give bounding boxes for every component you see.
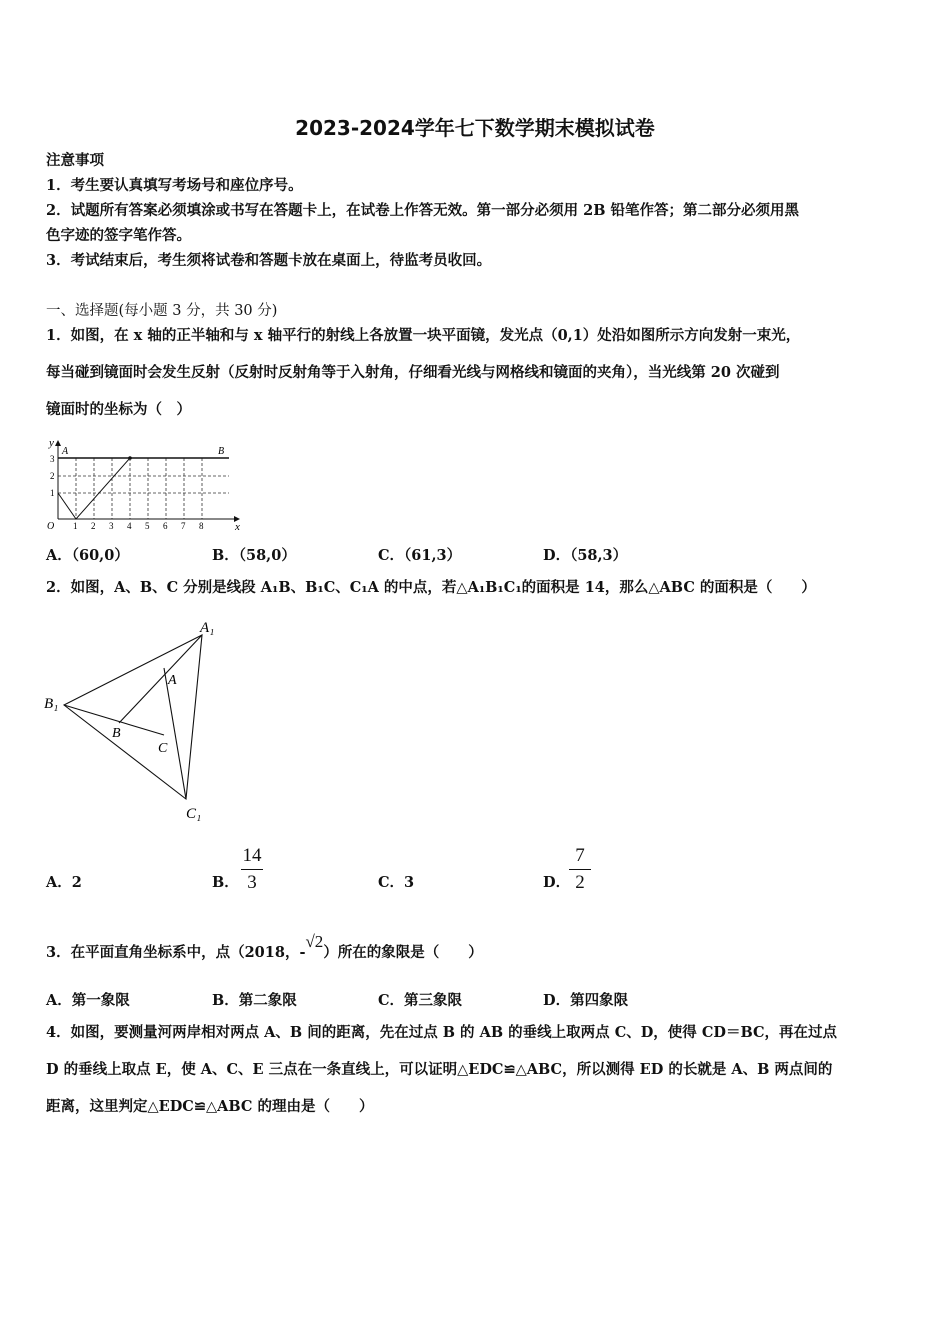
label-a1: A₁ — [200, 620, 215, 636]
q4-line-3: 距离，这里判定△EDC≌△ABC 的理由是（ ） — [46, 1098, 374, 1115]
q3-option-b[interactable]: B．第二象限 — [212, 992, 297, 1009]
notice-item-3: 3．考试结束后，考生须将试卷和答题卡放在桌面上，待监考员收回。 — [46, 252, 492, 269]
q1-grid-figure — [44, 436, 244, 530]
q2-text: 2．如图，A、B、C 分别是线段 A₁B、B₁C、C₁A 的中点，若△A₁B₁C₁的面积是 14，那么△ABC 的面积是（ ） — [46, 579, 816, 596]
q2-option-b[interactable]: B． — [212, 874, 239, 891]
q2-option-d-fraction — [569, 845, 591, 894]
y-tick-1: 1 — [50, 488, 55, 498]
x-tick-5: 5 — [145, 521, 150, 530]
q1-line-1: 1．如图，在 x 轴的正半轴和与 x 轴平行的射线上各放置一块平面镜，发光点（0,1）处沿如图所示方向发射一束光， — [46, 327, 801, 344]
q4-line-2: D 的垂线上取点 E，使 A、C、E 三点在一条直线上，可以证明△EDC≌△ABC，所以测得 ED 的长就是 A、B 两点间的 — [46, 1061, 833, 1078]
notice-item-1: 1．考生要认真填写考场号和座位序号。 — [46, 177, 303, 194]
q1-option-b[interactable]: B．（58,0） — [212, 547, 296, 564]
q3-text — [46, 932, 904, 964]
fraction-bar — [241, 869, 263, 870]
q3-text-after: ）所在的象限是（ ） — [323, 944, 483, 961]
y-tick-2: 2 — [50, 471, 55, 481]
q1-line-2: 每当碰到镜面时会发生反射（反射时反射角等于入射角，仔细看光线与网格线和镜面的夹角），当光线第 20 次碰到 — [46, 364, 780, 381]
notice-heading: 注意事项 — [46, 152, 104, 169]
x-tick-4: 4 — [127, 521, 132, 530]
label-a: A — [168, 673, 177, 688]
page-title: 2023-2024学年七下数学期末模拟试卷 — [295, 116, 655, 140]
y-tick-3: 3 — [50, 454, 55, 464]
fraction-bar — [569, 869, 591, 870]
x-tick-1: 1 — [73, 521, 78, 530]
reflection-point — [128, 456, 132, 460]
notice-item-2-cont: 色字迹的签字笔作答。 — [46, 227, 191, 244]
q3-option-d[interactable]: D．第四象限 — [543, 992, 629, 1009]
label-c1: C₁ — [186, 806, 202, 822]
origin-label: O — [47, 521, 55, 530]
q1-option-a[interactable]: A．（60,0） — [46, 547, 129, 564]
x-tick-6: 6 — [163, 521, 168, 530]
q2-option-d[interactable]: D． — [543, 874, 571, 891]
fraction-numerator: 14 — [242, 845, 262, 866]
point-b-label: B — [218, 446, 225, 457]
x-tick-7: 7 — [181, 521, 186, 530]
segment-a1-b — [119, 635, 202, 723]
label-c: C — [158, 741, 168, 756]
q2-triangle-figure — [40, 612, 240, 827]
fraction-numerator: 7 — [575, 845, 585, 866]
notice-item-2: 2．试题所有答案必须填涂或书写在答题卡上，在试卷上作答无效。第一部分必须用 2B 铅笔作答；第二部分必须用黑 — [46, 202, 800, 219]
q1-option-d[interactable]: D．（58,3） — [543, 547, 628, 564]
x-tick-8: 8 — [199, 521, 204, 530]
point-a-label: A — [62, 446, 69, 457]
q1-option-c[interactable]: C．（61,3） — [378, 547, 462, 564]
q3-option-a[interactable]: A．第一象限 — [46, 992, 130, 1009]
x-tick-3: 3 — [109, 521, 114, 530]
section-heading: 一、选择题(每小题 3 分，共 30 分) — [46, 303, 278, 319]
q2-option-a[interactable]: A．2 — [46, 874, 82, 891]
x-tick-2: 2 — [91, 521, 96, 530]
y-axis-arrow — [55, 440, 61, 446]
label-b1: B₁ — [44, 696, 59, 712]
label-b: B — [112, 726, 121, 741]
q3-radical: √2 — [305, 932, 324, 951]
triangle-a1b1c1 — [64, 635, 202, 799]
q3-text-before: 3．在平面直角坐标系中，点（2018，- — [46, 944, 306, 961]
q2-option-b-fraction — [241, 845, 263, 894]
fraction-denominator: 3 — [247, 872, 257, 893]
x-label: x — [235, 521, 240, 530]
y-label: y — [49, 437, 54, 449]
q1-line-3: 镜面时的坐标为（ ） — [46, 401, 191, 418]
q3-option-c[interactable]: C．第三象限 — [378, 992, 463, 1009]
q2-option-c[interactable]: C．3 — [378, 874, 415, 891]
fraction-denominator: 2 — [575, 872, 585, 893]
q4-line-1: 4．如图，要测量河两岸相对两点 A、B 间的距离，先在过点 B 的 AB 的垂线上取两点 C、D，使得 CD＝BC，再在过点 — [46, 1024, 838, 1041]
